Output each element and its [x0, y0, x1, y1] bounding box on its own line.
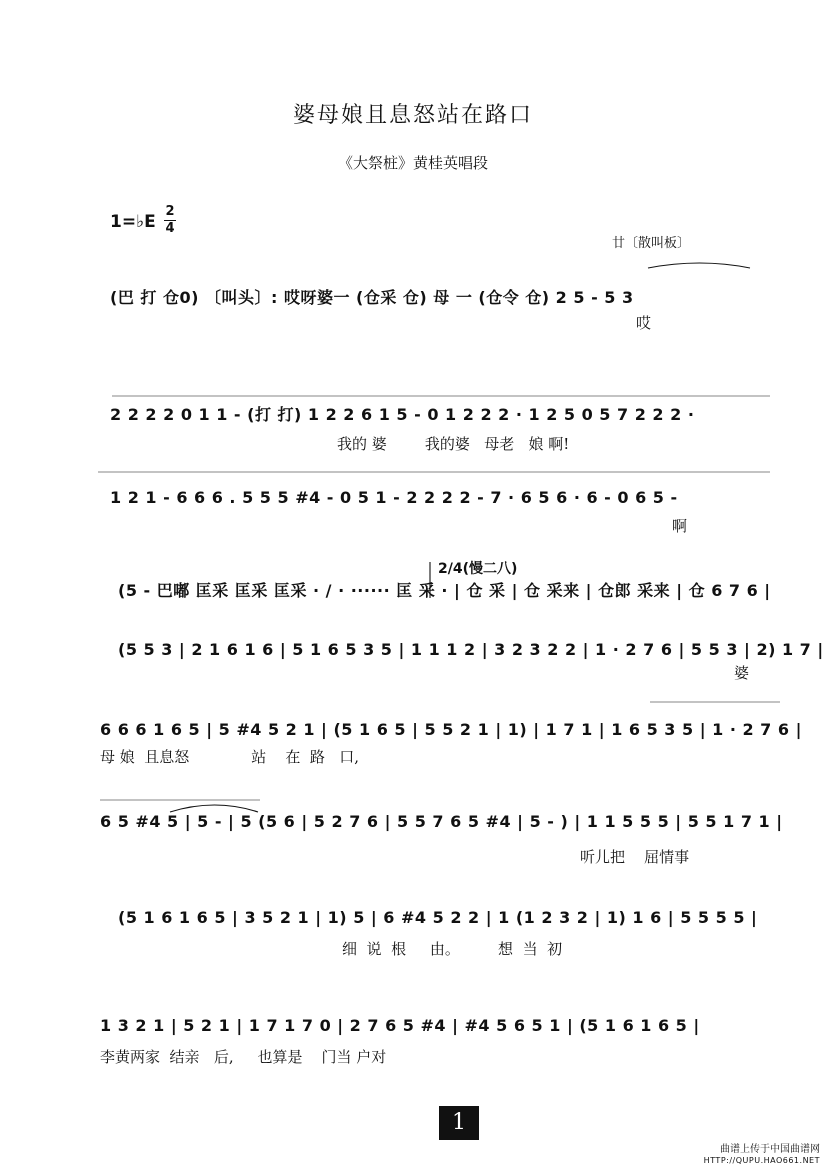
key-signature: 1=♭E [110, 212, 156, 232]
notation-line-4: (5 - 巴嘟 匡采 匡采 匡采 · / · ······ 匡 采 · | 仓 采 | 仓 采来 | 仓郎 采来 | 仓 6 7 6 | [118, 581, 771, 600]
lyric-line-9: 李黄两家 结亲 后, 也算是 门当 户对 [100, 1048, 387, 1066]
lyric-line-1: 哎 [636, 314, 652, 332]
meter-bottom: 4 [165, 221, 175, 236]
slur-arc [648, 263, 750, 268]
page-title: 婆母娘且息怒站在路口 [292, 103, 533, 128]
page-number: 1 [439, 1106, 479, 1140]
slur-arc [170, 805, 258, 812]
lyric-line-8: 细 说 根 由。 想 当 初 [342, 940, 563, 958]
lyric-line-2: 我的 婆 我的婆 母老 娘 啊! [337, 435, 570, 453]
footer-text: 曲谱上传于中国曲谱网 [720, 1144, 820, 1155]
footer-url: HTTP://QUPU.HAO661.NET [703, 1156, 820, 1165]
lyric-line-3: 啊 [672, 517, 688, 535]
meter-top: 2 [165, 204, 175, 219]
notation-line-8: (5 1 6 1 6 5 | 3 5 2 1 | 1) 5 | 6 #4 5 2 2 | 1 (1 2 3 2 | 1) 1 6 | 5 5 5 5 | [118, 908, 758, 927]
lyric-line-6: 母 娘 且息怒 站 在 路 口, [100, 748, 359, 766]
notation-line-5: (5 5 3 | 2 1 6 1 6 | 5 1 6 5 3 5 | 1 1 1 2 | 3 2 3 2 2 | 1 · 2 7 6 | 5 5 3 | 2) 1 7 | [118, 640, 824, 659]
notation-line-3: 1 2 1 - 6 6 6 . 5 5 5 #4 - 0 5 1 - 2 2 2 2 - 7 · 6 5 6 · 6 - 0 6 5 - [110, 488, 678, 507]
notation-line-9: 1 3 2 1 | 5 2 1 | 1 7 1 7 0 | 2 7 6 5 #4 | #4 5 6 5 1 | (5 1 6 1 6 5 | [100, 1016, 700, 1035]
notation-line-2: 2 2 2 2 0 1 1 - (打 打) 1 2 2 6 1 5 - 0 1 2 2 2 · 1 2 5 0 5 7 2 2 2 · [110, 405, 695, 424]
page-subtitle: 《大祭桩》黄桂英唱段 [337, 154, 488, 172]
lyric-line-5: 婆 [734, 664, 750, 682]
lyric-line-7: 听儿把 屈情事 [580, 848, 690, 866]
notation-line-6: 6 6 6 1 6 5 | 5 #4 5 2 1 | (5 1 6 5 | 5 5 2 1 | 1) | 1 7 1 | 1 6 5 3 5 | 1 · 2 7 6 | [100, 720, 802, 739]
footer-watermark [704, 1144, 820, 1166]
notation-line-7: 6 5 #4 5 | 5 - | 5 (5 6 | 5 2 7 6 | 5 5 7 6 5 #4 | 5 - ) | 1 1 5 5 5 | 5 5 1 7 1 | [100, 812, 783, 831]
section-mark: 2/4(慢二八) [438, 561, 518, 577]
notation-line-1: (巴 打 仓0) 〔叫头〕: 哎呀婆一 (仓采 仓) 母 一 (仓令 仓) 2 5 - 5 3 [110, 288, 634, 307]
tempo-mark: 廿〔散叫板〕 [612, 236, 691, 251]
